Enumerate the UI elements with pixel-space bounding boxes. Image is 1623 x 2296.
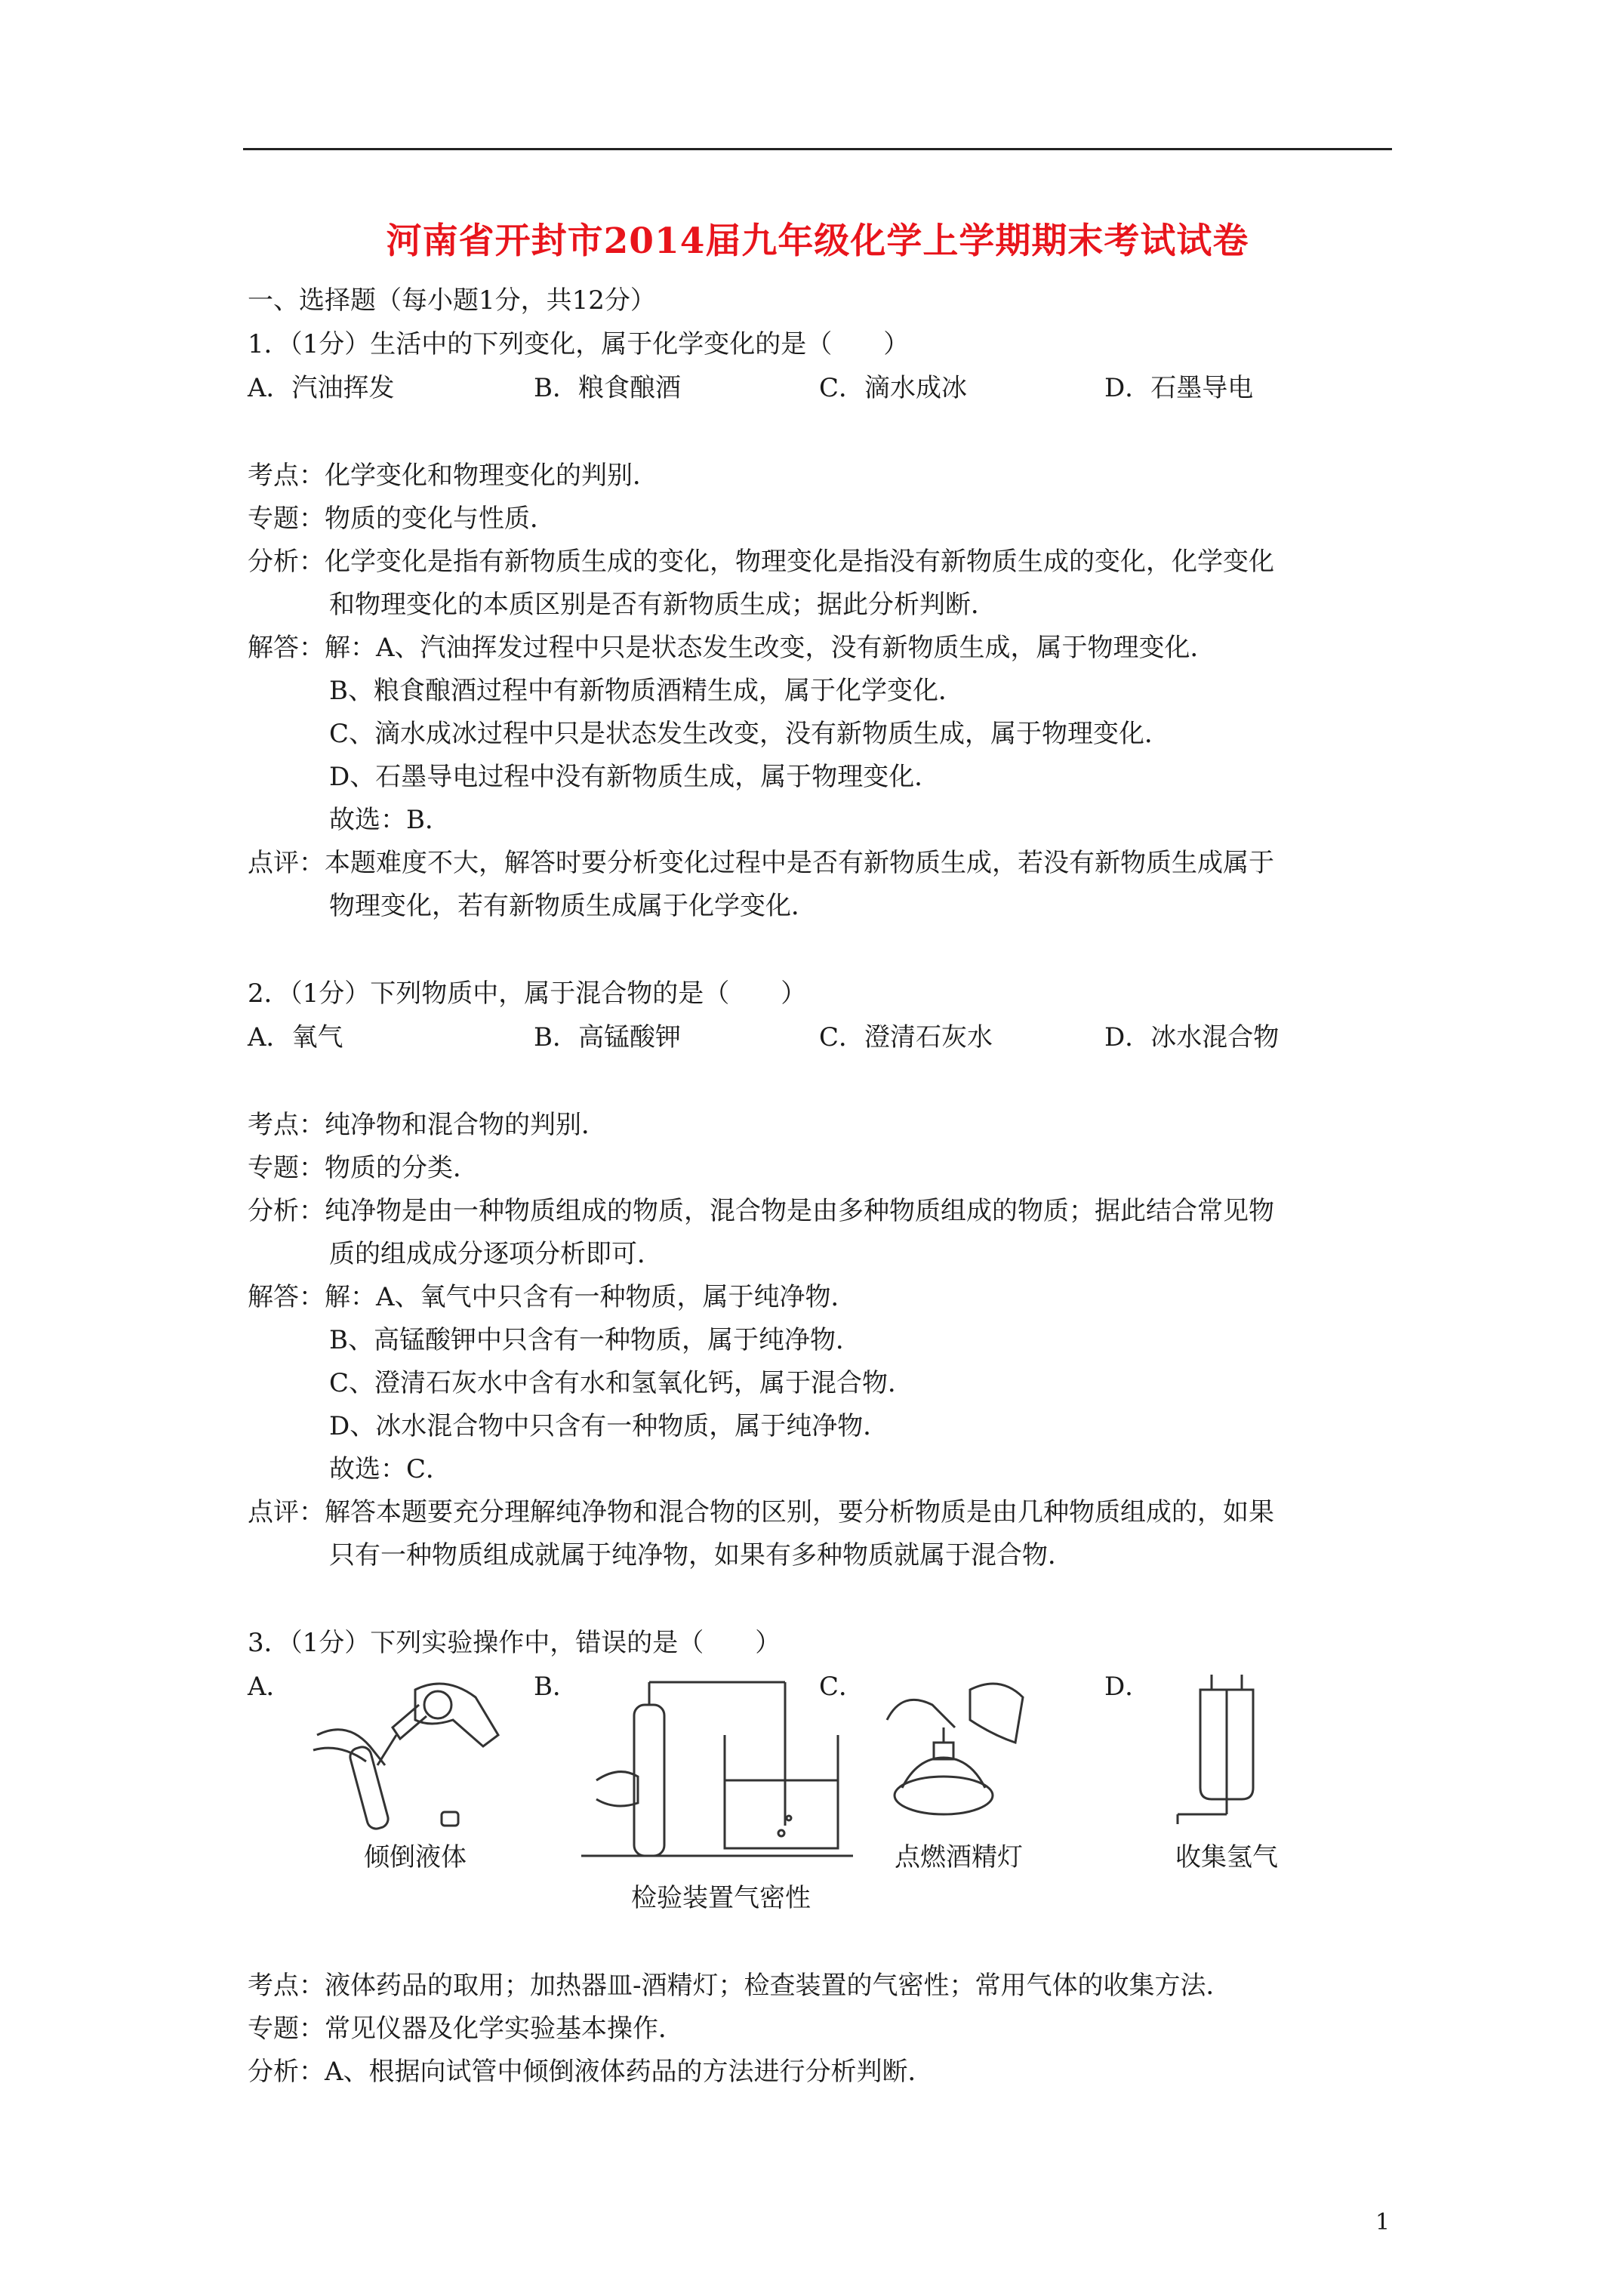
- q3-option-c: C．: [819, 1672, 865, 1702]
- q1-fenxi-1: 分析：化学变化是指有新物质生成的变化，物理变化是指没有新物质生成的变化，化学变化: [248, 547, 1274, 577]
- q1-kaodian: 考点：化学变化和物理变化的判别．: [248, 461, 658, 491]
- pouring-liquid-illustration: [302, 1675, 513, 1841]
- q2-jieda-1: 解答：解：A、氧气中只含有一种物质，属于纯净物．: [248, 1282, 857, 1312]
- q2-jieda-5: 故选：C．: [329, 1454, 452, 1484]
- q3-option-b: B．: [534, 1672, 578, 1702]
- q2-jieda-2: B、高锰酸钾中只含有一种物质，属于纯净物．: [329, 1325, 861, 1355]
- caption-collect-hydrogen: 收集氢气: [1175, 1842, 1278, 1872]
- q2-fenxi-2: 质的组成成分逐项分析即可．: [329, 1239, 663, 1269]
- collect-hydrogen-illustration: [1166, 1675, 1287, 1826]
- caption-airtightness-check: 检验装置气密性: [631, 1883, 811, 1913]
- q1-option-d: D．石墨导电: [1104, 373, 1254, 403]
- q2-jieda-4: D、冰水混合物中只含有一种物质，属于纯净物．: [329, 1411, 889, 1441]
- q2-dianping-2: 只有一种物质组成就属于纯净物，如果有多种物质就属于混合物．: [329, 1540, 1073, 1570]
- q3-fenxi-1: 分析：A、根据向试管中倾倒液体药品的方法进行分析判断．: [248, 2057, 934, 2087]
- section-heading: 一、选择题（每小题1分，共12分）: [248, 285, 656, 316]
- q2-zhuanti: 专题：物质的分类．: [248, 1153, 479, 1183]
- q1-jieda-5: 故选：B．: [329, 805, 451, 835]
- q2-option-c: C．澄清石灰水: [819, 1022, 993, 1052]
- q3-option-d: D．: [1104, 1672, 1151, 1702]
- airtightness-check-illustration: [581, 1675, 861, 1863]
- q2-option-d: D．冰水混合物: [1104, 1022, 1280, 1052]
- caption-pouring-liquid: 倾倒液体: [364, 1842, 467, 1872]
- q2-jieda-3: C、澄清石灰水中含有水和氢氧化钙，属于混合物．: [329, 1368, 914, 1398]
- q1-dianping-1: 点评：本题难度不大，解答时要分析变化过程中是否有新物质生成，若没有新物质生成属于: [248, 848, 1274, 878]
- q1-jieda-4: D、石墨导电过程中没有新物质生成，属于物理变化．: [329, 762, 941, 792]
- q1-option-c: C．滴水成冰: [819, 373, 968, 403]
- q2-kaodian: 考点：纯净物和混合物的判别．: [248, 1110, 607, 1140]
- header-rule: [243, 148, 1392, 150]
- q1-jieda-3: C、滴水成冰过程中只是状态发生改变，没有新物质生成，属于物理变化．: [329, 719, 1171, 749]
- q1-zhuanti: 专题：物质的变化与性质．: [248, 504, 556, 534]
- q1-stem: 1．（1分）生活中的下列变化，属于化学变化的是（ ）: [248, 329, 910, 359]
- alcohol-lamp-illustration: [872, 1675, 1046, 1818]
- q1-fenxi-2: 和物理变化的本质区别是否有新物质生成；据此分析判断．: [329, 590, 996, 620]
- q1-jieda-2: B、粮食酿酒过程中有新物质酒精生成，属于化学变化．: [329, 676, 964, 706]
- caption-alcohol-lamp: 点燃酒精灯: [895, 1842, 1023, 1872]
- q2-option-a: A．氧气: [248, 1022, 343, 1052]
- q1-dianping-2: 物理变化，若有新物质生成属于化学变化．: [329, 891, 817, 921]
- q1-option-b: B．粮食酿酒: [534, 373, 681, 403]
- q3-kaodian: 考点：液体药品的取用；加热器皿-酒精灯；检查装置的气密性；常用气体的收集方法．: [248, 1971, 1232, 2001]
- q3-zhuanti: 专题：常见仪器及化学实验基本操作．: [248, 2014, 684, 2044]
- page-title: 河南省开封市2014届九年级化学上学期期末考试试卷: [386, 220, 1249, 262]
- q2-dianping-1: 点评：解答本题要充分理解纯净物和混合物的区别，要分析物质是由几种物质组成的，如果: [248, 1497, 1274, 1527]
- q3-stem: 3．（1分）下列实验操作中，错误的是（ ）: [248, 1628, 781, 1658]
- q2-stem: 2．（1分）下列物质中，属于混合物的是（ ）: [248, 978, 807, 1009]
- q2-fenxi-1: 分析：纯净物是由一种物质组成的物质，混合物是由多种物质组成的物质；据此结合常见物: [248, 1196, 1274, 1226]
- q1-jieda-1: 解答：解：A、汽油挥发过程中只是状态发生改变，没有新物质生成，属于物理变化．: [248, 633, 1216, 663]
- page-number: 1: [1375, 2209, 1390, 2236]
- q3-option-a: A．: [248, 1672, 292, 1702]
- q2-option-b: B．高锰酸钾: [534, 1022, 681, 1052]
- q1-option-a: A．汽油挥发: [248, 373, 395, 403]
